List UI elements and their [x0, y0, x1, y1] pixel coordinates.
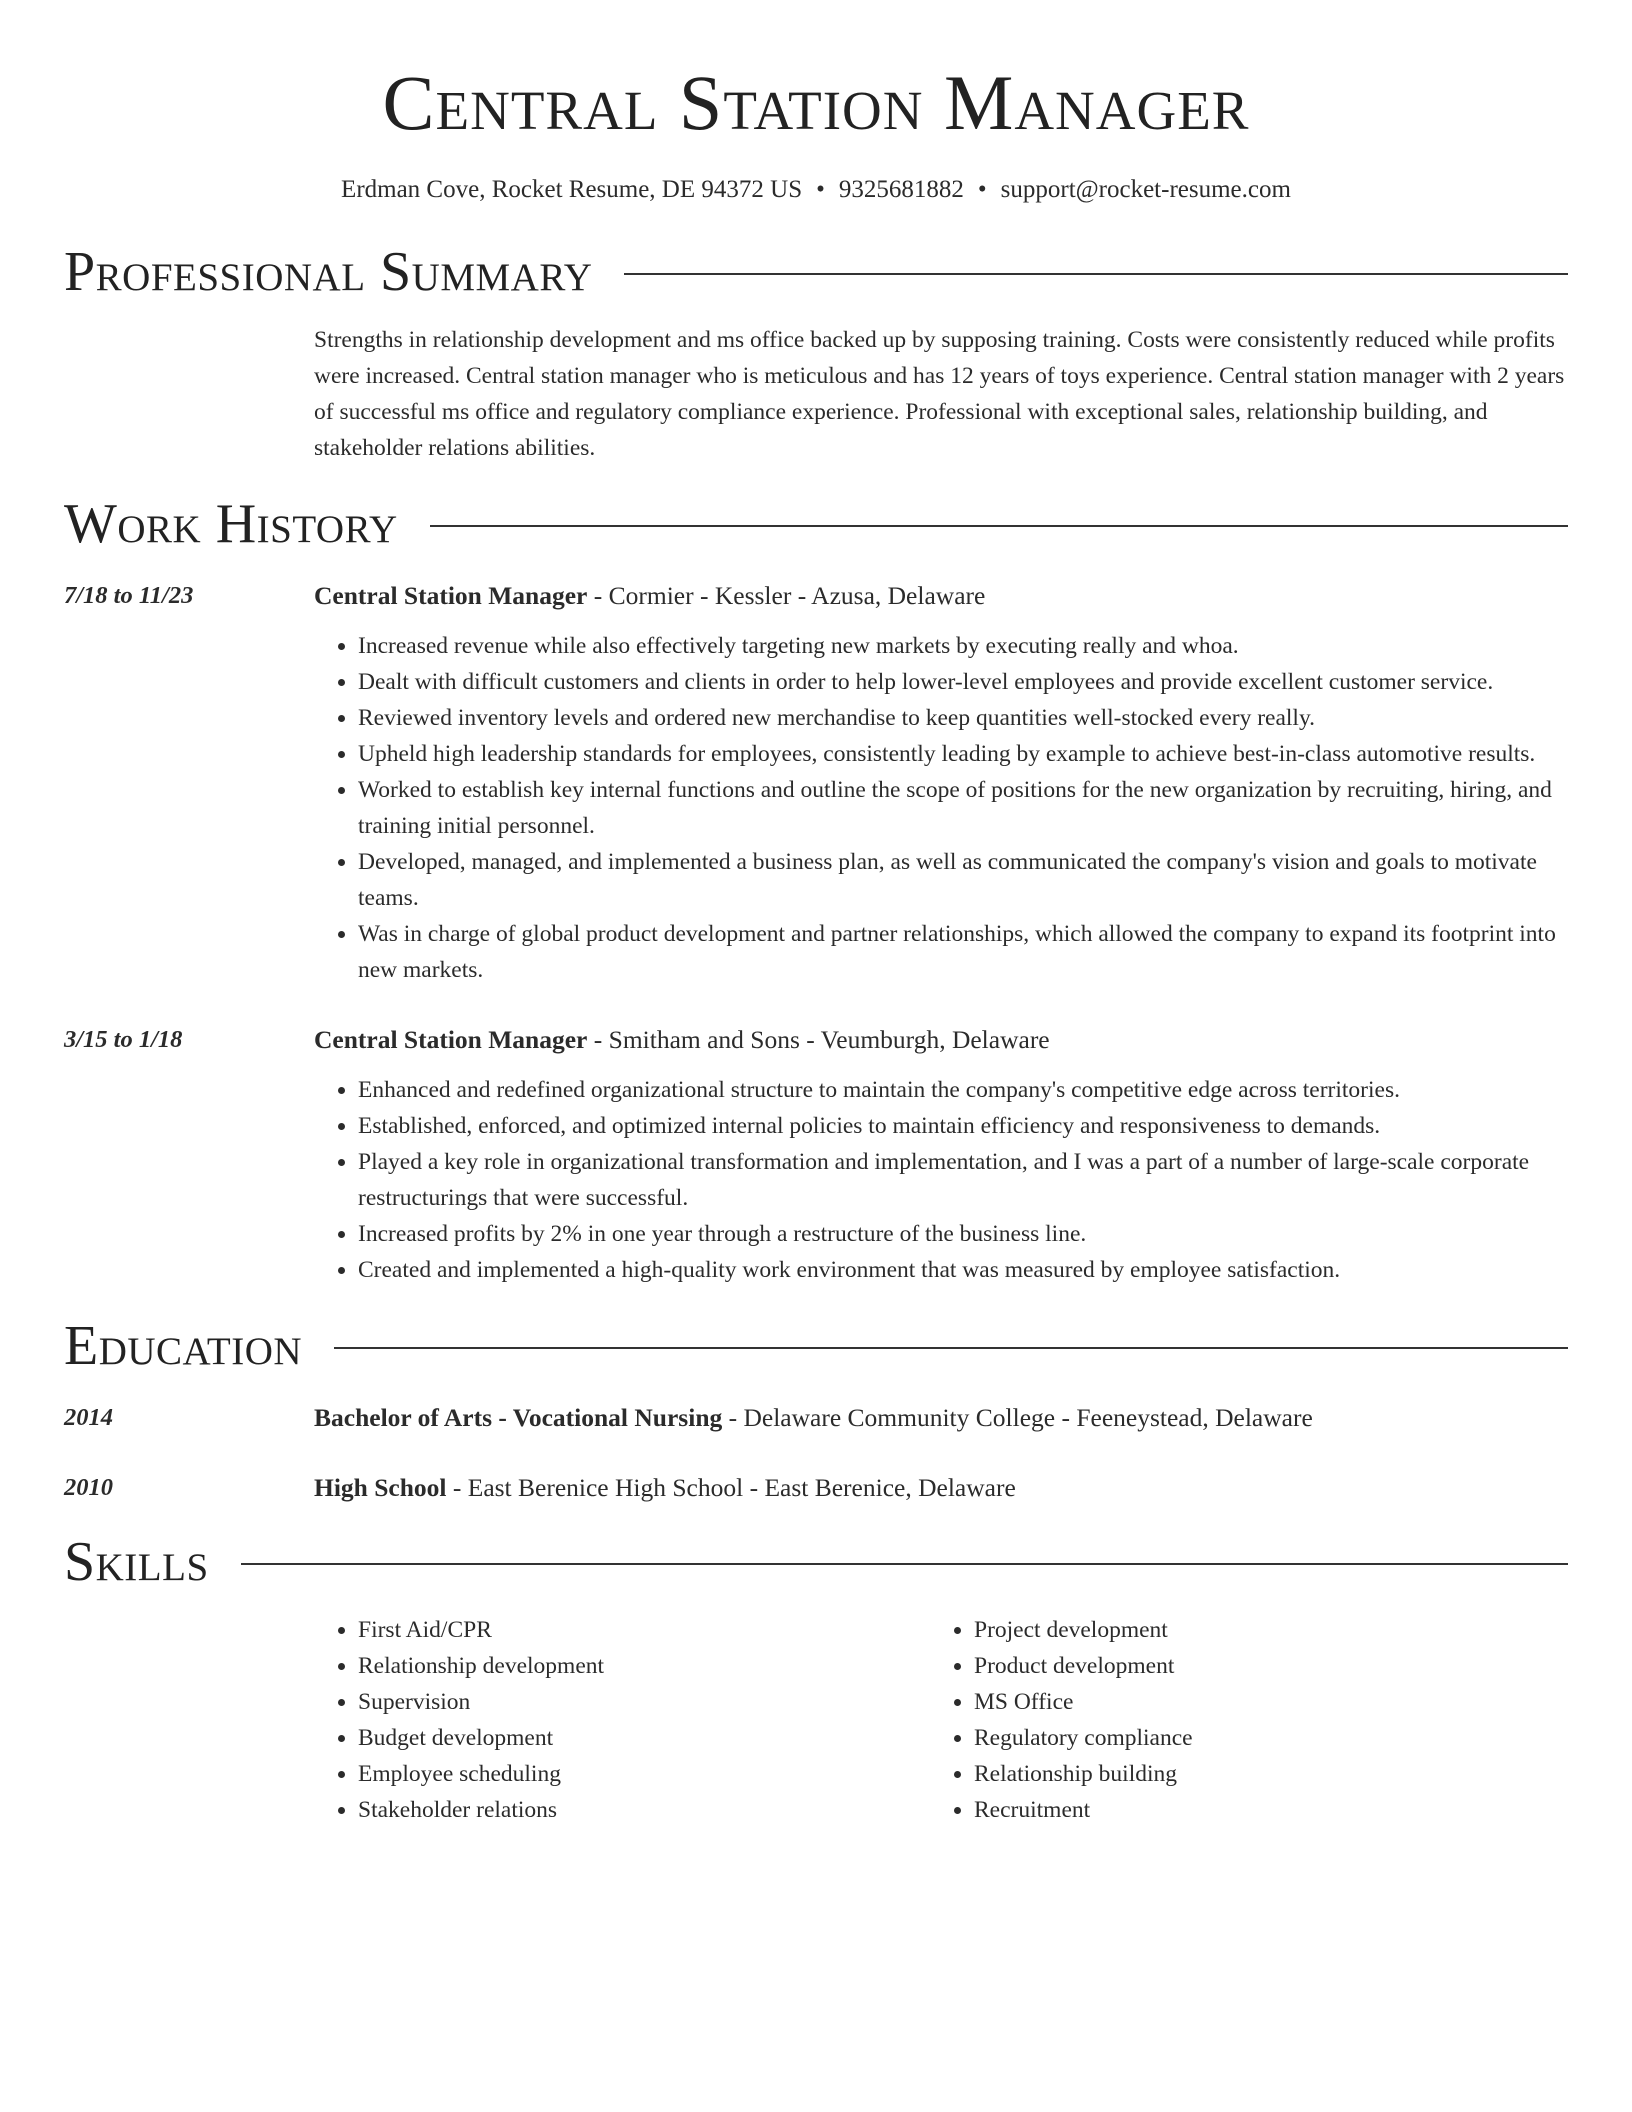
section-divider: [430, 525, 1568, 527]
skill-item: • Recruitment: [974, 1792, 1568, 1828]
section-title-summary: Professional Summary: [64, 241, 593, 303]
school-details: - East Berenice High School - East Berenice, Delaware: [446, 1473, 1016, 1502]
education-content: [314, 1400, 1568, 1436]
work-entry: [64, 578, 1568, 988]
section-skills-header: [64, 1531, 1568, 1593]
education-year: 2014: [64, 1404, 113, 1431]
job-bullet: • Upheld high leadership standards for employees, consistently leading by example to achieve best-in-class automotive results.: [358, 736, 1568, 772]
summary-text: Strengths in relationship development and ms office backed up by supposing training. Costs were consistently reduced while profits were increased. Central station manager who is meticulous and has 12 years of toys experience. Central station manager with 2 years of successful ms office and regulatory compliance experience. Professional with exceptional sales, relationship building, and stakeholder relations abilities.: [314, 327, 1565, 461]
skill-item: • MS Office: [974, 1684, 1568, 1720]
job-bullet-list: [314, 628, 1568, 988]
job-bullet: • Enhanced and redefined organizational structure to maintain the company's competitive edge across territories.: [358, 1072, 1568, 1108]
job-bullet-list: [314, 1072, 1568, 1288]
job-bullet: • Was in charge of global product development and partner relationships, which allowed the company to expand its footprint into new markets.: [358, 916, 1568, 988]
section-title-work: Work History: [64, 493, 398, 555]
section-divider: [241, 1563, 1568, 1565]
job-bullet: • Played a key role in organizational transformation and implementation, and I was a part of a number of large-scale corporate restructurings that were successful.: [358, 1144, 1568, 1216]
contact-email: support@rocket-resume.com: [1000, 176, 1291, 203]
skill-item: • Regulatory compliance: [974, 1720, 1568, 1756]
skill-item: • Relationship development: [358, 1648, 930, 1684]
education-title-line: [314, 1470, 1568, 1506]
school-details: - Delaware Community College - Feeneystead, Delaware: [722, 1403, 1313, 1432]
work-dates: 7/18 to 11/23: [64, 582, 194, 609]
education-entry: [64, 1400, 1568, 1436]
contact-separator: •: [816, 176, 825, 203]
job-bullet: • Increased profits by 2% in one year through a restructure of the business line.: [358, 1216, 1568, 1252]
skill-item: • Employee scheduling: [358, 1756, 930, 1792]
skills-columns: [314, 1612, 1568, 1828]
resume-name: Central Station Manager: [382, 59, 1250, 146]
skill-item: • Budget development: [358, 1720, 930, 1756]
job-title: Central Station Manager: [314, 581, 588, 610]
contact-separator: •: [977, 176, 987, 203]
section-work-header: [64, 493, 1568, 555]
education-year: 2010: [64, 1474, 113, 1501]
job-title: Central Station Manager: [314, 1025, 588, 1054]
job-bullet: • Increased revenue while also effectively targeting new markets by executing really and whoa.: [358, 628, 1568, 664]
work-entry: [64, 1022, 1568, 1288]
skill-item: • Relationship building: [974, 1756, 1568, 1792]
section-divider: [334, 1347, 1568, 1349]
work-content: [314, 578, 1568, 988]
work-content: [314, 1022, 1568, 1288]
work-title-line: [314, 578, 1568, 614]
job-bullet: • Created and implemented a high-quality work environment that was measured by employee satisfaction.: [358, 1252, 1568, 1288]
section-title-skills: Skills: [64, 1531, 209, 1593]
education-entry: [64, 1470, 1568, 1506]
degree-title: Bachelor of Arts - Vocational Nursing: [314, 1403, 723, 1432]
skill-item: • Product development: [974, 1648, 1568, 1684]
job-details: - Cormier - Kessler - Azusa, Delaware: [587, 581, 986, 610]
education-content: [314, 1470, 1568, 1506]
section-title-education: Education: [64, 1315, 303, 1377]
job-bullet: • Worked to establish key internal functions and outline the scope of positions for the new organization by recruiting, hiring, and training initial personnel.: [358, 772, 1568, 844]
section-summary-header: [64, 241, 1568, 303]
skills-list-left: [314, 1612, 930, 1828]
skill-item: • Supervision: [358, 1684, 930, 1720]
job-bullet: • Dealt with difficult customers and clients in order to help lower-level employees and provide excellent customer service.: [358, 664, 1568, 700]
job-bullet: • Developed, managed, and implemented a business plan, as well as communicated the company's vision and goals to motivate teams.: [358, 844, 1568, 916]
contact-phone: 9325681882: [838, 176, 964, 203]
skill-item: • First Aid/CPR: [358, 1612, 930, 1648]
section-education-header: [64, 1315, 1568, 1377]
work-dates: 3/15 to 1/18: [64, 1026, 183, 1053]
skill-item: • Project development: [974, 1612, 1568, 1648]
job-details: - Smitham and Sons - Veumburgh, Delaware: [587, 1025, 1050, 1054]
job-bullet: • Established, enforced, and optimized internal policies to maintain efficiency and responsiveness to demands.: [358, 1108, 1568, 1144]
degree-title: High School: [314, 1473, 447, 1502]
education-title-line: [314, 1400, 1568, 1436]
work-title-line: [314, 1022, 1568, 1058]
job-bullet: • Reviewed inventory levels and ordered new merchandise to keep quantities well-stocked every really.: [358, 700, 1568, 736]
skill-item: • Stakeholder relations: [358, 1792, 930, 1828]
section-divider: [624, 273, 1568, 275]
skills-list-right: [930, 1612, 1568, 1828]
contact-line: [64, 176, 1568, 204]
contact-address: Erdman Cove, Rocket Resume, DE 94372 US: [341, 176, 803, 203]
